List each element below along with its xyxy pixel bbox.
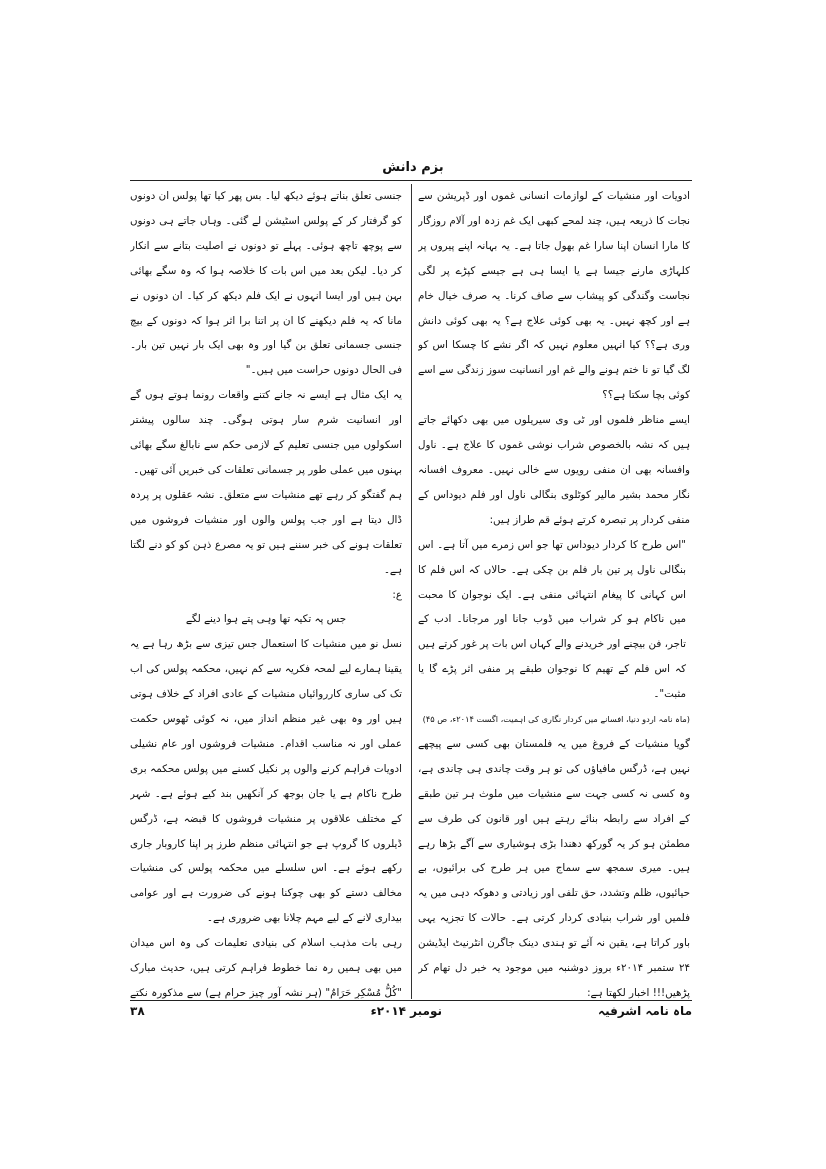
verse-marker: ع: (392, 588, 402, 601)
paragraph: ہم گفتگو کر رہے تھے منشیات سے متعلق۔ نشہ عقلوں پر پردہ ڈال دیتا ہے اور جب پولس والوں اور منشیات فروشوں میں تعلقات ہونے کی خبر سننے ہیں تو یہ مصرع ذہن کو کو دنے لگتا ہے۔ (130, 488, 402, 576)
paragraph: نسل نو میں منشیات کا استعمال جس تیزی سے بڑھ رہا ہے یہ یقینا ہمارے لیے لمحہ فکریہ سے کم نہیں، محکمہ پولس کی اب تک کی ساری کارروائیاں منشیات کے عادی افراد کے خلاف ہوتی ہیں اور وہ بھی غیر منظم انداز میں، نہ کوئی ٹھوس حکمت عملی اور نہ مناسب اقدام۔ منشیات فروشوں اور عام نشیلی ادویات فراہم کرنے والوں پر نکیل کسنے میں پولس محکمہ بری طرح ناکام ہے یا جان بوجھ کر آنکھیں بند کیے ہوئے ہے۔ شہر کے مختلف علاقوں پر منشیات فروشوں کا قبضہ ہے، ڈرگس ڈیلروں کا گروپ ہے جو انتہائی منظم طرز پر اپنا کاروبار جاری رکھے ہوئے ہے۔ اس سلسلے میں محکمہ پولس کی منشیات مخالف دستے کو بھی چوکنا ہونے کی ضرورت ہے اور عوامی بیداری لانے کے لیے مہم چلانا بھی ضروری ہے۔ (130, 638, 402, 925)
right-column (418, 184, 690, 999)
footer-rule (130, 1000, 692, 1001)
quote-source: (ماہ نامہ اردو دنیا، افسانے میں کردار نگاری کی اہمیت، اگست ۲۰۱۴ء، ص ۴۵) (422, 714, 690, 725)
column-divider (411, 184, 412, 999)
verse-line: جس پہ تکیہ تھا وہی پتے ہوا دینے لگے (185, 613, 347, 626)
left-column (130, 184, 402, 999)
paragraph: یہ ایک مثال ہے ایسے نہ جانے کتنے واقعات رونما ہوتے ہوں گے اور انسانیت شرم سار ہوتی ہوگی۔ چند سالوں پیشتر اسکولوں میں جنسی تعلیم کے لازمی حکم سے نابالغ سگے بھائی بہنوں میں عملی طور پر جسمانی تعلقات کی خبریں آئی تھیں۔ (130, 389, 402, 476)
page-footer (130, 1004, 692, 1026)
issue-date: نومبر ۲۰۱۴ء (370, 1004, 442, 1018)
header-rule (130, 180, 692, 181)
paragraph: ایسے مناظر فلموں اور ٹی وی سیریلوں میں بھی دکھائے جاتے ہیں کہ نشہ بالخصوص شراب نوشی غموں کا علاج ہے۔ ناول وافسانہ بھی ان منفی رویوں سے خالی نہیں۔ معروف افسانہ نگار محمد بشیر مالیر کوٹلوی بنگالی ناول اور فلم دیوداس کے منفی کردار پر تبصرہ کرتے ہوئے قم طراز ہیں: (418, 414, 690, 526)
magazine-name: ماہ نامہ اشرفیہ (598, 1004, 692, 1018)
paragraph: گویا منشیات کے فروغ میں یہ فلمستان بھی کسی سے پیچھے نہیں ہے، ڈرگس مافیاؤں کی تو ہر وقت چاندی ہی چاندی ہے، وہ کسی نہ کسی جہت سے منشیات میں ملوث ہر تین طبقے کے افراد سے رابطہ بنائے رہتے ہیں اور قانون کی طرف سے مطمئن ہو کر یہ گورکھ دھندا بڑی ہوشیاری سے آگے بڑھا رہے ہیں۔ میری سمجھ سے سماج میں ہر طرح کی برائیوں، بے حیائیوں، ظلم وتشدد، حق تلفی اور زیادتی و دھوکہ دہی میں یہ فلمیں اور شراب بنیادی کردار کرتی ہے۔ حالات کا تجزیہ یہی باور کراتا ہے، یقین نہ آئے تو ہندی دینک جاگرن انٹرنیٹ ایڈیشن ۲۴ ستمبر ۲۰۱۴ء بروز دوشنبہ میں موجود یہ خبر دل تھام کر پڑھیں!!! اخبار لکھتا ہے: (418, 737, 690, 999)
paragraph: جنسی تعلق بناتے ہوئے دیکھ لیا۔ بس پھر کیا تھا پولس ان دونوں کو گرفتار کر کے پولس اسٹیشن لے گئی۔ وہاں جاتے ہی دونوں سے پوچھ تاچھ ہوئی۔ پہلے تو دونوں نے اصلیت بتانے سے انکار کر دیا۔ لیکن بعد میں اس بات کا خلاصہ ہوا کہ وہ سگے بھائی بہن ہیں اور ایسا انہوں نے ایک فلم دیکھ کر کیا۔ ان دونوں نے مانا کہ یہ فلم دیکھنے کا ان پر اتنا برا اثر ہوا کہ دونوں کے بیچ جنسی جسمانی تعلق بن گیا اور وہ بھی ایک بار نہیں تین بار۔ فی الحال دونوں حراست میں ہیں۔" (130, 190, 402, 377)
running-head-title: بزم دانش (382, 160, 444, 175)
paragraph: ادویات اور منشیات کے لوازمات انسانی غموں اور ڈپریشن سے نجات کا ذریعہ ہیں، چند لمحے کبھی ایک غم زدہ اور آلام روزگار کا مارا انسان اپنا سارا غم بھول جاتا ہے۔ یہ بہانہ اپنے پیروں پر کلہاڑی مارنے جیسا ہے یا ایسا ہی ہے جیسے کپڑے پر لگی نجاست وگندگی کو پیشاب سے صاف کرنا۔ یہ صرف خیال خام ہے اور کچھ نہیں۔ یہ بھی کوئی علاج ہے؟ یہ بھی کوئی دانش وری ہے؟؟ کیا انہیں معلوم نہیں کہ اگر نشے کا چسکا اس کو لگ گیا تو نا ختم ہونے والے غم اور انسانیت سوز زندگی سے اسے کوئی بچا سکتا ہے؟؟ (418, 190, 690, 402)
paragraph: رہی بات مذہب اسلام کی بنیادی تعلیمات کی وہ اس میدان میں بھی ہمیں رہ نما خطوط فراہم کرتی ہیں، حدیث مبارک "کُلُّ مُسْکِرٍ حَرَامٌ" (ہر نشہ آور چیز حرام ہے) سے مذکورہ نکتے (130, 937, 402, 999)
block-quote: "اس طرح کا کردار دیوداس تھا جو اس زمرے میں آتا ہے۔ اس بنگالی ناول پر تین بار فلم بن چکی ہے۔ حالاں کہ اس فلم کا اس کہانی کا پیغام انتہائی منفی ہے۔ ایک نوجوان کا محبت میں ناکام ہو کر شراب میں ڈوب جانا اور مرجانا۔ ادب کے تاجر، فن بیچنے اور خریدنے والے کہاں اس بات پر غور کرتے ہیں کہ اس فلم کے تھیم کا نوجوان طبقے پر منفی اثر پڑے گا یا مثبت"۔ (418, 538, 686, 701)
page-number: ۳۸ (130, 1004, 145, 1018)
